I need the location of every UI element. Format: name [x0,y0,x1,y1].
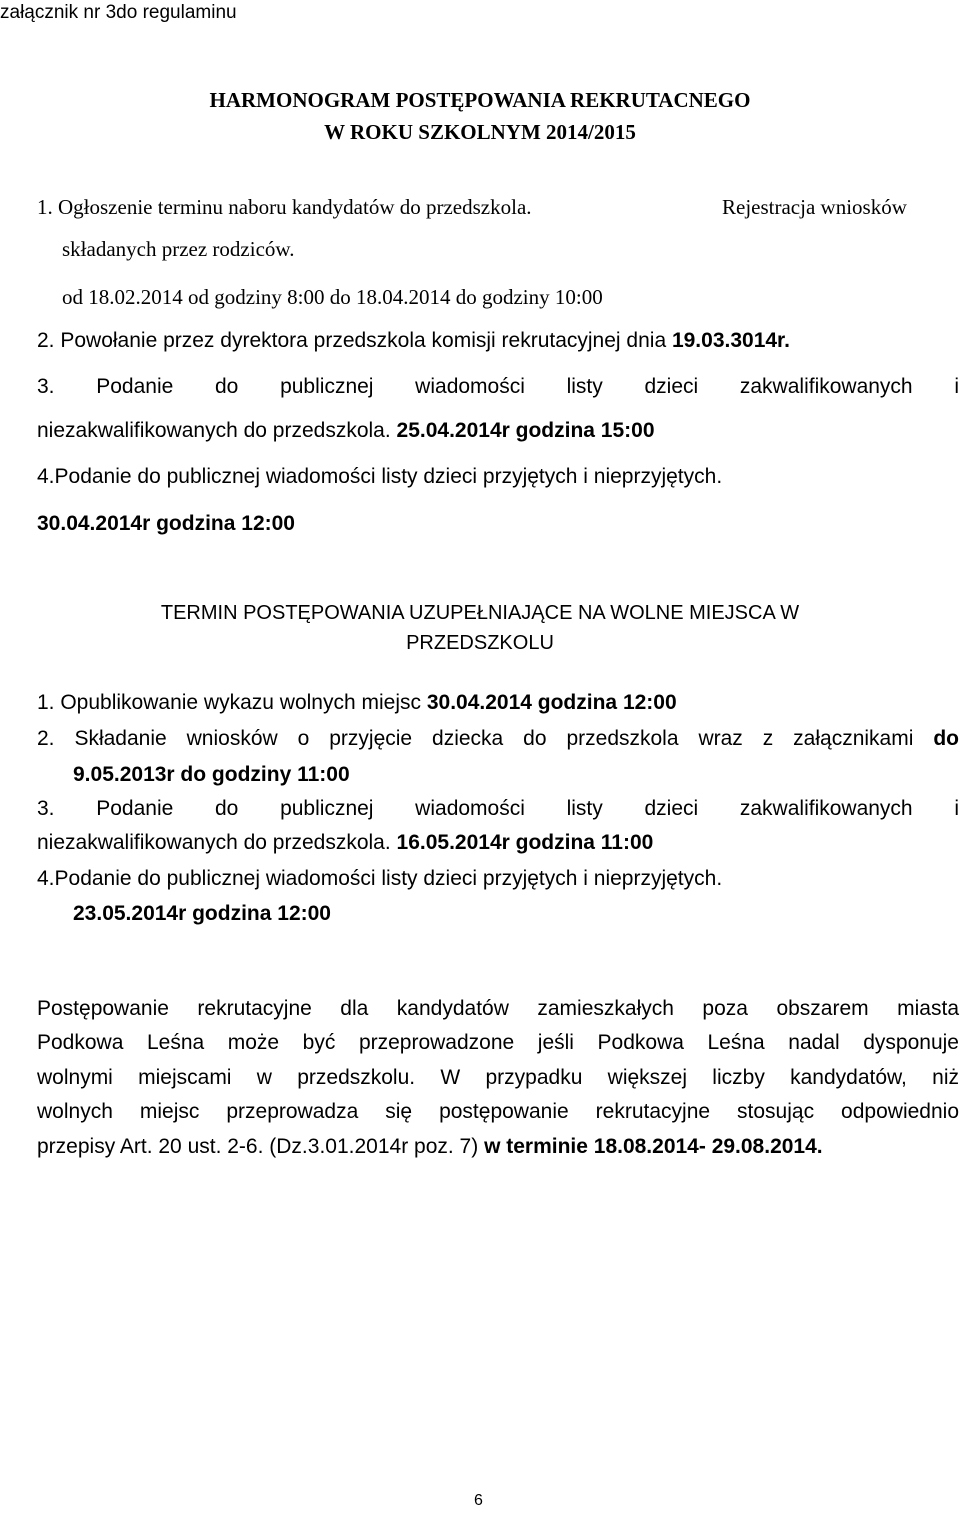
s1-item1-line3: od 18.02.2014 od godziny 8:00 do 18.04.2014 do godziny 10:00 [62,285,603,309]
section2-title-line1: TERMIN POSTĘPOWANIA UZUPEŁNIAJĄCE NA WOLNE MIEJSCA W [160,602,800,624]
s1-item2-text: 2. Powołanie przez dyrektora przedszkola komisji rekrutacyjnej dnia [37,329,672,352]
s1-item3-line2-date: 25.04.2014r godzina 15:00 [396,419,655,442]
paragraph-line5-term: w terminie 18.08.2014- 29.08.2014. [484,1135,823,1158]
s2-item3-line2-date: 16.05.2014r godzina 11:00 [396,831,654,854]
section2-title-line2: PRZEDSZKOLU [406,632,554,654]
s1-item4-line2: 30.04.2014r godzina 12:00 [37,512,295,535]
paragraph-line5-text: przepisy Art. 20 ust. 2-6. (Dz.3.01.2014r poz. 7) [37,1135,485,1158]
s2-item3-line2-text: niezakwalifikowanych do przedszkola. [37,831,397,854]
s2-item3-line1: 3. Podanie do publicznej wiadomości listy dzieci zakwalifikowanych i [37,797,959,820]
s2-item2-line1-do: do [933,727,960,750]
s2-item1-date: 30.04.2014 godzina 12:00 [426,691,677,714]
document-title-line1: HARMONOGRAM POSTĘPOWANIA REKRUTACNEGO [209,88,751,112]
s2-item2-line1 [37,726,959,752]
page-number: 6 [474,1492,483,1509]
paragraph-line1: Postępowanie rekrutacyjne dla kandydatów zamieszkałych poza obszarem miasta [37,997,959,1020]
paragraph-line2: Podkowa Leśna może być przeprowadzone jeśli Podkowa Leśna nadal dysponuje [37,1031,959,1054]
s1-item1-line2: składanych przez rodziców. [62,237,295,261]
s2-item2-line1-text: 2. Składanie wniosków o przyjęcie dziecka do przedszkola wraz z załącznikami [37,727,914,750]
s2-item1 [37,690,677,716]
s1-item3-line2-text: niezakwalifikowanych do przedszkola. [37,419,397,442]
s1-item2-date: 19.03.3014r. [671,329,790,352]
s1-item2 [37,328,790,354]
paragraph-line5 [37,1134,823,1160]
paragraph-line3: wolnymi miejscami w przedszkolu. W przypadku większej liczby kandydatów, niż [37,1066,959,1089]
header-note: załącznik nr 3do regulaminu [0,2,237,23]
s2-item4-line1: 4.Podanie do publicznej wiadomości listy dzieci przyjętych i nieprzyjętych. [37,867,723,890]
s1-item1-line1-a: 1. Ogłoszenie terminu naboru kandydatów do przedszkola. [37,195,532,219]
s2-item3-line2 [37,830,653,856]
paragraph-line4: wolnych miejsc przeprowadza się postępowanie rekrutacyjne stosując odpowiednio [37,1100,959,1123]
s1-item3-line2 [37,418,655,444]
s1-item4-line1: 4.Podanie do publicznej wiadomości listy dzieci przyjętych i nieprzyjętych. [37,465,723,488]
s2-item1-text: 1. Opublikowanie wykazu wolnych miejsc [37,691,427,714]
s2-item2-line2: 9.05.2013r do godziny 11:00 [73,763,350,786]
s2-item4-line2: 23.05.2014r godzina 12:00 [73,902,331,925]
document-title-line2: W ROKU SZKOLNYM 2014/2015 [324,120,636,144]
s1-item3-line1: 3. Podanie do publicznej wiadomości listy dzieci zakwalifikowanych i [37,375,959,398]
s1-item1-line1-b: Rejestracja wniosków [722,195,907,219]
